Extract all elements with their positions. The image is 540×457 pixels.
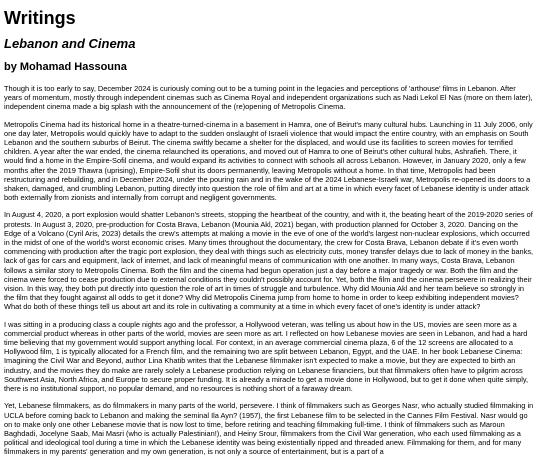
article-paragraph: Metropolis Cinema had its historical home in a theatre-turned-cinema in a basement in Hamra, one of Beirut's many cultural hubs. Launching in 11 July 2006, only one day later, Metropolis would quickly have to adapt to the sudden onslaught of Israeli violence that would impact the entire country, with an emphasis on South Lebanon and the southern suburbs of Beirut. The cinema swiftly became a shelter for the displaced, and would use its facilities to screen movies for terrified children. A year after the war ended, the cinema relaunched its operations, and moved out of Hamra to one of Beirut's other cultural hubs, Ashrafieh. There, it would find a home in the Empire-Sofil cinema, and would expand its activities to connect with schools all across Lebanon. However, in January 2020, only a few months after the 2019 Thawra (uprising), Empire-Sofil shut its doors permanently, leaving Metropolis without a home. In that time, Metropolis had been restructuring and rebuilding, and in December 2024, under the pouring rain and in the wake of the 2024 Lebanese-Israeli war, Metropolis re-opened its doors to a shaken, damaged, and crumbling Lebanon, putting directly into question the role of film and art at a time in which every facet of Lebanese identity is under attack both externally from zionists and internally from corrupt and negligent governments. [4, 119, 533, 203]
article-byline: by Mohamad Hassouna [4, 61, 127, 73]
section-heading: Writings [4, 8, 76, 28]
article-title: Lebanon and Cinema [4, 36, 136, 51]
article-paragraph: I was sitting in a producing class a couple nights ago and the professor, a Hollywood veteran, was telling us about how in the US, movies are seen more as a commercial product whereas in other parts of the world, movies are seen more as art. I reflected on how Lebanese movies are seen in Lebanon, and had a hard time believing that my government would support anything local. For context, in an average commercial cinema plaza, 6 of the 12 screens are allocated to a Hollywood film, 1 is typically allocated for a French film, and the remaining two are split between Lebanon, Egypt, and the UAE. In her book Lebanese Cinema: Imagining the Civil War and Beyond, author Lina Khatib writes that the Lebanese filmmaker isn't expected to make a movie, but they are expected to birth an industry, and the movies they do make are rarely solely a Lebanese production relying on Lebanese financiers, but that filmmakers often have to pilgrim across Southwest Asia, North Africa, and Europe to secure proper funding. It is already a miracle to get a movie done in Hollywood, but to get it done when quite simply, there is no institutional support, no popular demand, and no resources is nothing short of a faraway dream. [4, 319, 529, 394]
article-body [4, 84, 534, 457]
article-paragraph: Though it is too early to say, December 2024 is curiously coming out to be a turning point in the legacies and perceptions of 'arthouse' films in Lebanon. After years of momentum, mostly through independent cinemas such as Cinema Royal and independent organizations such as Nadi Lekol El Nas (more on them later), independent cinema made a big splash with the announcement of the (re)opening of Metropolis Cinema. [4, 84, 533, 112]
article-paragraph: Yet, Lebanese filmmakers, as do filmmakers in many parts of the world, persevere. I think of filmmakers such as Georges Nasr, who actually studied filmmaking in UCLA before coming back to Lebanon and making the seminal Ila Ayn? (1957), the first Lebanese film to be selected in the Cannes Film Festival. Nasr would go on to make only one other Lebanese movie that is now lost to time, before retiring and teaching filmmaking full-time. I think of filmmakers such as Maroun Baghdadi, Jocelyne Saab, Mai Masri (who is actually Palestinian!), and Heiny Srour, filmmakers from the Civil War generation, who each used filmmaking as a political and ideological tool during a time in which the Lebanese identity was being existentially ripped and threaded anew. Filmmaking for them, and for many filmmakers in my parents' generation and my own generation, is not only a source of entertainment, but is a part of a [4, 401, 534, 457]
article-paragraph: In August 4, 2020, a port explosion would shatter Lebanon's streets, stopping the heartbeat of the country, and with it, the beating heart of the 2019-2020 series of protests. In August 3, 2020, pre-production for Costa Brava, Lebanon (Mounia Akl, 2021) began, with production planned for October 3, 2020. Dancing on the Edge of a Volcano (Cyril Aris, 2023) details the crew's attempts at making a movie in the eve of one of the world's largest non-nuclear explosions, which occurred in the midst of one of the world's worst economic crises. Many times throughout the documentary, the crew for Costa Brava, Lebanon debate if it's even worth commencing with production after the tragic port explosion, they deal with things such as electricity cuts, money transfer delays due to lack of money in the banks, lack of gas for cars and equipment, lack of internet, and lack of meaningful means of communication with one another. In many ways, Costa Brava, Lebanon follows a similar story to Metropolis Cinema. Both the film and the cinema had begun operation just a day before a major tragedy or war. Both the film and the cinema were forced to cease production due to external conditions they couldn't possibly account for. Yet, both the film and the cinema persevere in realizing their vision. In this way, they both put directly into question the role of art in times of struggle and turbulence. Why did Mounia Akl and her team believe so strongly in the film that they fought against all odds to get it done? Why did Metropolis Cinema jump from home to home in order to keep exhibiting independent movies? What do both of these things tell us about art and its role in cultivating a community at a time in which every facet of one's identity is under attack? [4, 210, 534, 312]
